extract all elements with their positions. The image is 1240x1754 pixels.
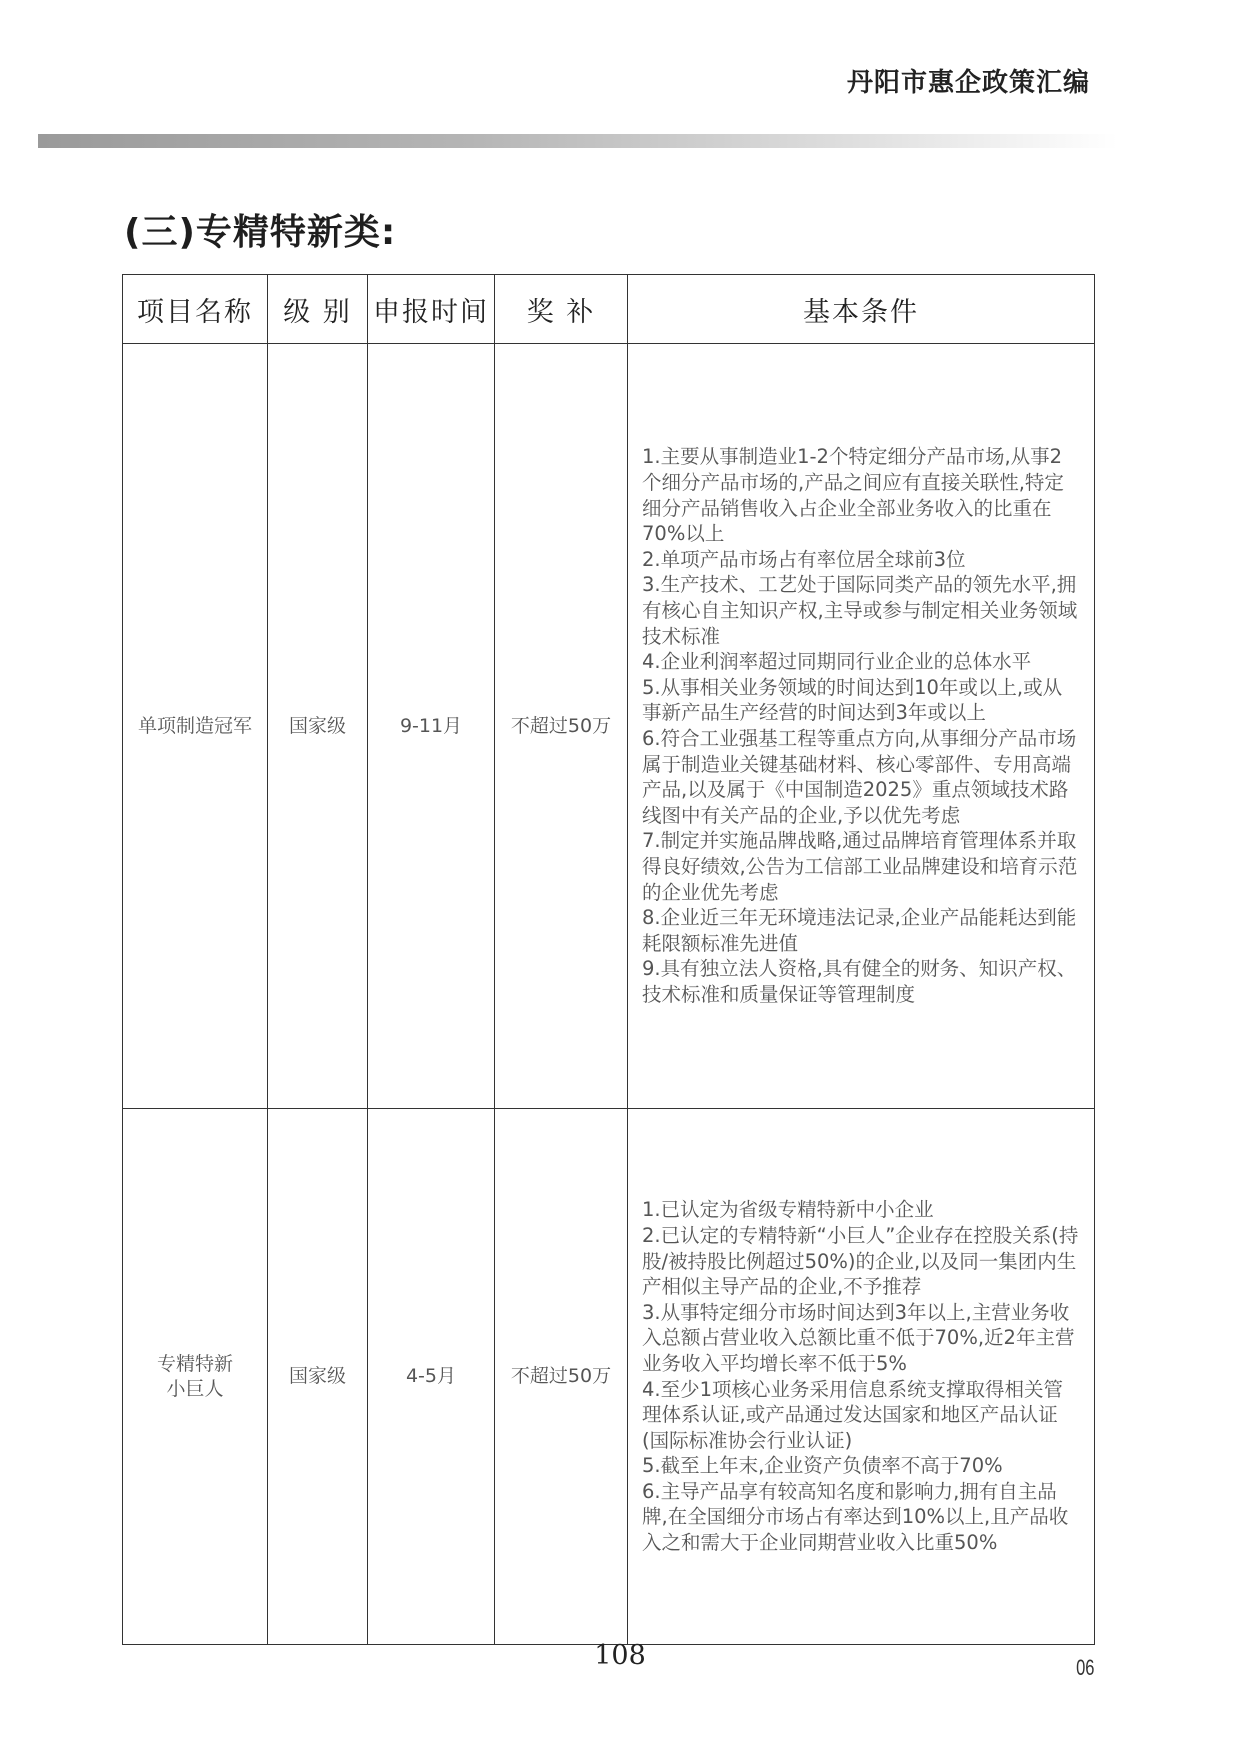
column-header-time: 申报时间	[368, 275, 495, 344]
level-cell: 国家级	[268, 1109, 368, 1645]
condition-item: 7.制定并实施品牌战略,通过品牌培育管理体系并取得良好绩效,公告为工信部工业品牌建设和培育示范的企业优先考虑	[642, 829, 1078, 904]
application-time-cell: 4-5月	[368, 1109, 495, 1645]
condition-item: 3.从事特定细分市场时间达到3年以上,主营业务收入总额占营业收入总额比重不低于70%,近2年主营业务收入平均增长率不低于5%	[642, 1300, 1075, 1375]
condition-item: 6.符合工业强基工程等重点方向,从事细分产品市场属于制造业关键基础材料、核心零部件、专用高端产品,以及属于《中国制造2025》重点领域技术路线图中有关产品的企业,予以优先考虑	[642, 727, 1077, 827]
condition-item: 9.具有独立法人资格,具有健全的财务、知识产权、技术标准和质量保证等管理制度	[642, 957, 1077, 1006]
condition-item: 2.单项产品市场占有率位居全球前3位	[642, 547, 966, 571]
document-header-title: 丹阳市惠企政策汇编	[846, 68, 1090, 98]
project-name-line: 专精特新	[156, 1352, 233, 1375]
conditions-cell	[628, 1109, 1095, 1645]
condition-item: 1.主要从事制造业1-2个特定细分产品市场,从事2个细分产品市场的,产品之间应有直接关联性,特定细分产品销售收入占企业全部业务收入的比重在70%以上	[642, 445, 1064, 546]
application-time-cell: 9-11月	[368, 344, 495, 1109]
column-header-level: 级 别	[268, 275, 368, 344]
project-name-cell: 单项制造冠军	[123, 344, 268, 1109]
policy-table	[122, 274, 1095, 1645]
condition-item: 4.至少1项核心业务采用信息系统支撑取得相关管理体系认证,或产品通过发达国家和地区产品认证(国际标准协会行业认证)	[642, 1377, 1064, 1452]
level-cell: 国家级	[268, 344, 368, 1109]
corner-code: 06	[1075, 1655, 1094, 1680]
column-header-conditions: 基本条件	[628, 275, 1095, 344]
condition-item: 5.截至上年末,企业资产负债率不高于70%	[642, 1454, 1003, 1478]
condition-item: 4.企业利润率超过同期同行业企业的总体水平	[642, 650, 1032, 674]
condition-item: 8.企业近三年无环境违法记录,企业产品能耗达到能耗限额标准先进值	[642, 906, 1077, 955]
column-header-name: 项目名称	[123, 275, 268, 344]
condition-item: 1.已认定为省级专精特新中小企业	[642, 1198, 934, 1222]
project-name-cell	[123, 1109, 268, 1645]
condition-item: 6.主导产品享有较高知名度和影响力,拥有自主品牌,在全国细分市场占有率达到10%以上,且产品收入之和需大于企业同期营业收入比重50%	[642, 1479, 1069, 1555]
page-number: 108	[594, 1640, 646, 1671]
condition-item: 2.已认定的专精特新“小巨人”企业存在控股关系(持股/被持股比例超过50%)的企业,以及同一集团内生产相似主导产品的企业,不予推荐	[642, 1223, 1079, 1299]
table-row	[123, 1109, 1095, 1645]
reward-cell: 不超过50万	[495, 1109, 628, 1645]
section-title: (三)专精特新类:	[124, 212, 397, 253]
project-name-line: 小巨人	[166, 1377, 224, 1400]
column-header-reward: 奖 补	[495, 275, 628, 344]
table-row	[123, 344, 1095, 1109]
header-gradient-rule	[38, 134, 1118, 148]
condition-item: 5.从事相关业务领域的时间达到10年或以上,或从事新产品生产经营的时间达到3年或以上	[642, 675, 1063, 725]
table-header-row	[123, 275, 1095, 344]
reward-cell: 不超过50万	[495, 344, 628, 1109]
condition-item: 3.生产技术、工艺处于国际同类产品的领先水平,拥有核心自主知识产权,主导或参与制定相关业务领域技术标准	[642, 573, 1078, 648]
conditions-cell	[628, 344, 1095, 1109]
